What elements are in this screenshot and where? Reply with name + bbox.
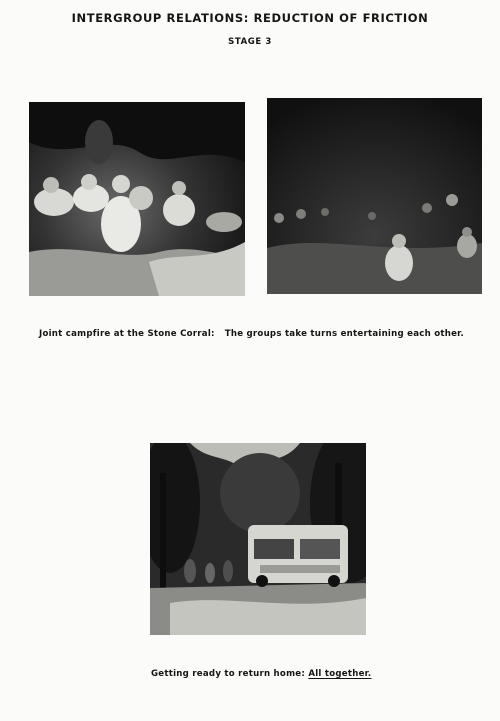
- bus-photo: [150, 443, 366, 635]
- page-title: INTERGROUP RELATIONS: REDUCTION OF FRICTION: [71, 11, 429, 25]
- return-home-caption-lead: Getting ready to return home:: [151, 669, 306, 679]
- page-subtitle: STAGE 3: [228, 37, 272, 47]
- campfire-caption-rest: The groups take turns entertaining each other.: [224, 329, 464, 339]
- campfire-photo-left: [29, 102, 245, 296]
- campfire-photo-right: [267, 98, 482, 294]
- return-home-caption: [151, 669, 371, 679]
- campfire-caption-lead: Joint campfire at the Stone Corral:: [39, 329, 215, 339]
- return-home-caption-emphasis: All together.: [308, 669, 372, 679]
- campfire-caption: [39, 329, 464, 339]
